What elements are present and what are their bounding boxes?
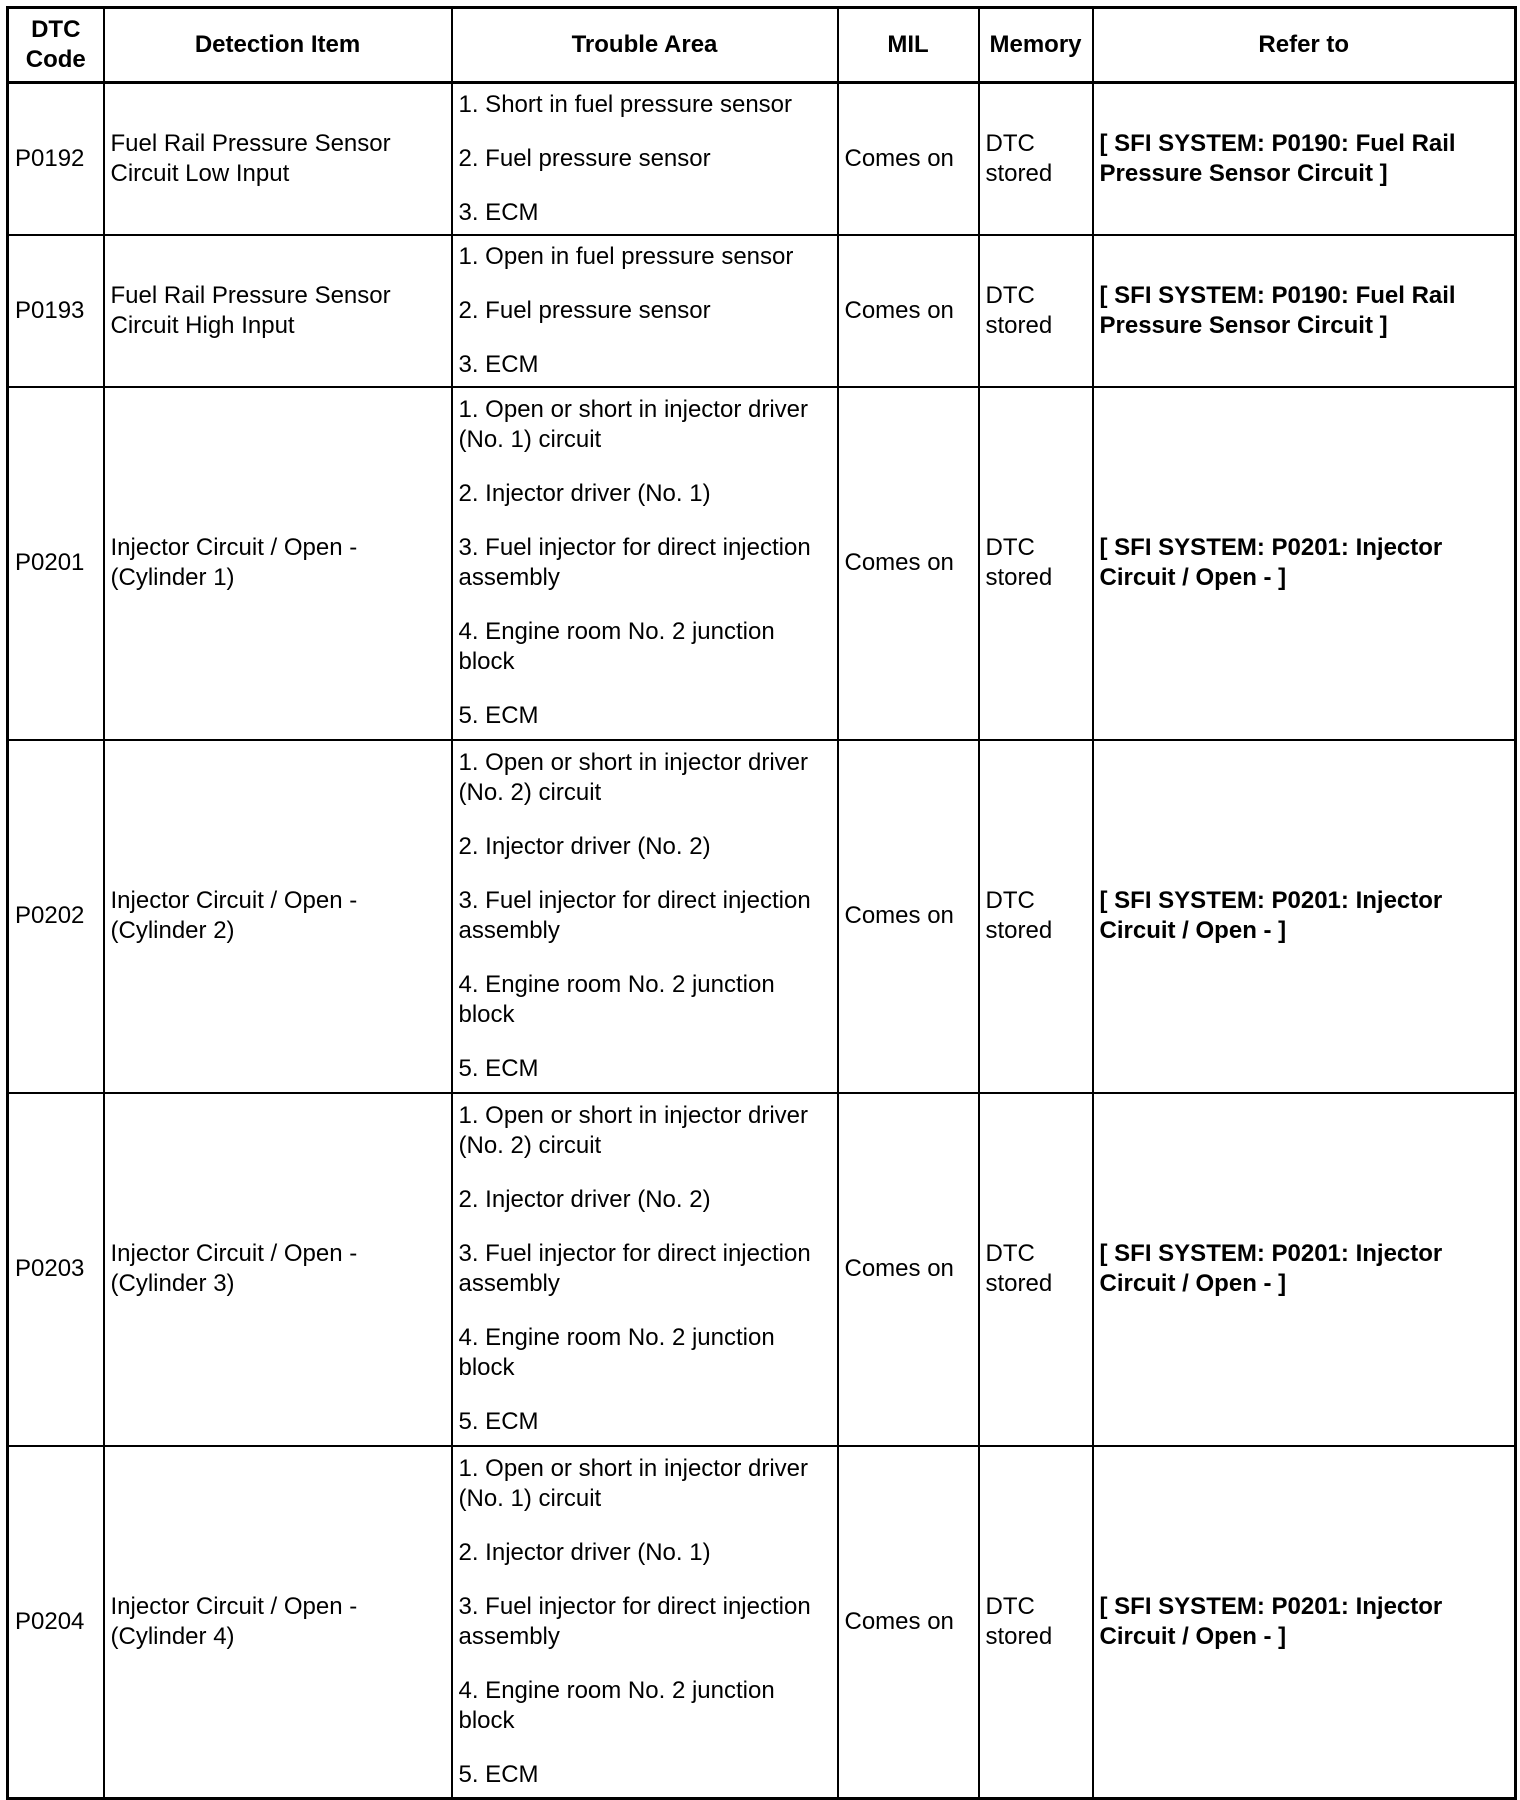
- memory-cell: DTC stored: [979, 387, 1093, 740]
- trouble-area-item: 1. Open or short in injector driver (No. 2) circuit: [458, 1102, 808, 1159]
- trouble-area-item: 2. Injector driver (No. 2): [458, 1186, 711, 1213]
- memory-cell: DTC stored: [979, 235, 1093, 387]
- refer-to-link[interactable]: [ SFI SYSTEM: P0190: Fuel Rail Pressure Sensor Circuit ]: [1093, 83, 1516, 235]
- dtc-code-cell: P0193: [8, 235, 104, 387]
- trouble-area-item: 3. Fuel injector for direct injection assembly: [458, 534, 811, 591]
- header-trouble-area: Trouble Area: [452, 8, 838, 83]
- header-memory: Memory: [979, 8, 1093, 83]
- detection-item-cell: Injector Circuit / Open - (Cylinder 4): [104, 1446, 452, 1799]
- trouble-area-list: [459, 748, 831, 1084]
- trouble-area-item: 1. Open or short in injector driver (No. 2) circuit: [458, 749, 808, 806]
- detection-item-cell: Fuel Rail Pressure Sensor Circuit Low Input: [104, 83, 452, 235]
- refer-to-link[interactable]: [ SFI SYSTEM: P0201: Injector Circuit / Open - ]: [1093, 1446, 1516, 1799]
- trouble-area-cell: [452, 1093, 838, 1446]
- mil-cell: Comes on: [838, 1093, 979, 1446]
- trouble-area-list: [459, 90, 831, 228]
- trouble-area-cell: [452, 235, 838, 387]
- detection-item-cell: Injector Circuit / Open - (Cylinder 2): [104, 740, 452, 1093]
- table-header-row: [8, 8, 1516, 83]
- trouble-area-item: 2. Fuel pressure sensor: [458, 144, 711, 172]
- trouble-area-item: 2. Fuel pressure sensor: [458, 296, 711, 324]
- trouble-area-item: 5. ECM: [458, 1408, 539, 1435]
- trouble-area-item: 2. Injector driver (No. 2): [458, 833, 711, 860]
- detection-item-cell: Injector Circuit / Open - (Cylinder 3): [104, 1093, 452, 1446]
- refer-to-link[interactable]: [ SFI SYSTEM: P0201: Injector Circuit / Open - ]: [1093, 387, 1516, 740]
- memory-cell: DTC stored: [979, 1093, 1093, 1446]
- trouble-area-list: [459, 242, 831, 380]
- memory-cell: DTC stored: [979, 740, 1093, 1093]
- trouble-area-item: 4. Engine room No. 2 junction block: [458, 618, 775, 675]
- memory-cell: DTC stored: [979, 83, 1093, 235]
- mil-cell: Comes on: [838, 235, 979, 387]
- table-row: [8, 1093, 1516, 1446]
- dtc-code-cell: P0192: [8, 83, 104, 235]
- table-row: [8, 235, 1516, 387]
- trouble-area-cell: [452, 387, 838, 740]
- dtc-code-cell: P0204: [8, 1446, 104, 1799]
- trouble-area-item: 4. Engine room No. 2 junction block: [458, 1324, 775, 1381]
- trouble-area-item: 4. Engine room No. 2 junction block: [458, 1676, 775, 1734]
- table-row: [8, 387, 1516, 740]
- trouble-area-item: 5. ECM: [458, 702, 539, 729]
- trouble-area-list: [459, 395, 831, 731]
- trouble-area-item: 2. Injector driver (No. 1): [458, 1538, 711, 1566]
- mil-cell: Comes on: [838, 387, 979, 740]
- detection-item-cell: Fuel Rail Pressure Sensor Circuit High Input: [104, 235, 452, 387]
- trouble-area-item: 1. Short in fuel pressure sensor: [458, 90, 793, 118]
- trouble-area-item: 3. Fuel injector for direct injection assembly: [458, 1240, 811, 1297]
- memory-cell: DTC stored: [979, 1446, 1093, 1799]
- trouble-area-item: 4. Engine room No. 2 junction block: [458, 971, 775, 1028]
- dtc-code-cell: P0201: [8, 387, 104, 740]
- table-row: [8, 740, 1516, 1093]
- trouble-area-cell: [452, 83, 838, 235]
- dtc-code-cell: P0202: [8, 740, 104, 1093]
- header-dtc-code: DTC Code: [8, 8, 104, 83]
- trouble-area-item: 2. Injector driver (No. 1): [458, 480, 711, 507]
- trouble-area-list: [459, 1454, 831, 1790]
- trouble-area-cell: [452, 1446, 838, 1799]
- header-refer-to: Refer to: [1093, 8, 1516, 83]
- trouble-area-list: [459, 1101, 831, 1437]
- refer-to-link[interactable]: [ SFI SYSTEM: P0201: Injector Circuit / Open - ]: [1093, 1093, 1516, 1446]
- mil-cell: Comes on: [838, 83, 979, 235]
- trouble-area-item: 3. Fuel injector for direct injection assembly: [458, 887, 811, 944]
- trouble-area-item: 3. Fuel injector for direct injection assembly: [458, 1592, 811, 1650]
- trouble-area-cell: [452, 740, 838, 1093]
- trouble-area-item: 1. Open or short in injector driver (No. 1) circuit: [458, 396, 808, 453]
- trouble-area-item: 1. Open or short in injector driver (No. 1) circuit: [458, 1454, 808, 1512]
- mil-cell: Comes on: [838, 1446, 979, 1799]
- table-row: [8, 1446, 1516, 1799]
- mil-cell: Comes on: [838, 740, 979, 1093]
- refer-to-link[interactable]: [ SFI SYSTEM: P0190: Fuel Rail Pressure Sensor Circuit ]: [1093, 235, 1516, 387]
- dtc-code-cell: P0203: [8, 1093, 104, 1446]
- trouble-area-item: 5. ECM: [458, 1055, 539, 1082]
- trouble-area-item: 3. ECM: [458, 198, 539, 226]
- dtc-table: [6, 6, 1517, 1800]
- trouble-area-item: 5. ECM: [458, 1760, 539, 1788]
- table-row: [8, 83, 1516, 235]
- detection-item-cell: Injector Circuit / Open - (Cylinder 1): [104, 387, 452, 740]
- trouble-area-item: 3. ECM: [458, 350, 539, 378]
- refer-to-link[interactable]: [ SFI SYSTEM: P0201: Injector Circuit / Open - ]: [1093, 740, 1516, 1093]
- header-detection-item: Detection Item: [104, 8, 452, 83]
- trouble-area-item: 1. Open in fuel pressure sensor: [458, 242, 794, 270]
- header-mil: MIL: [838, 8, 979, 83]
